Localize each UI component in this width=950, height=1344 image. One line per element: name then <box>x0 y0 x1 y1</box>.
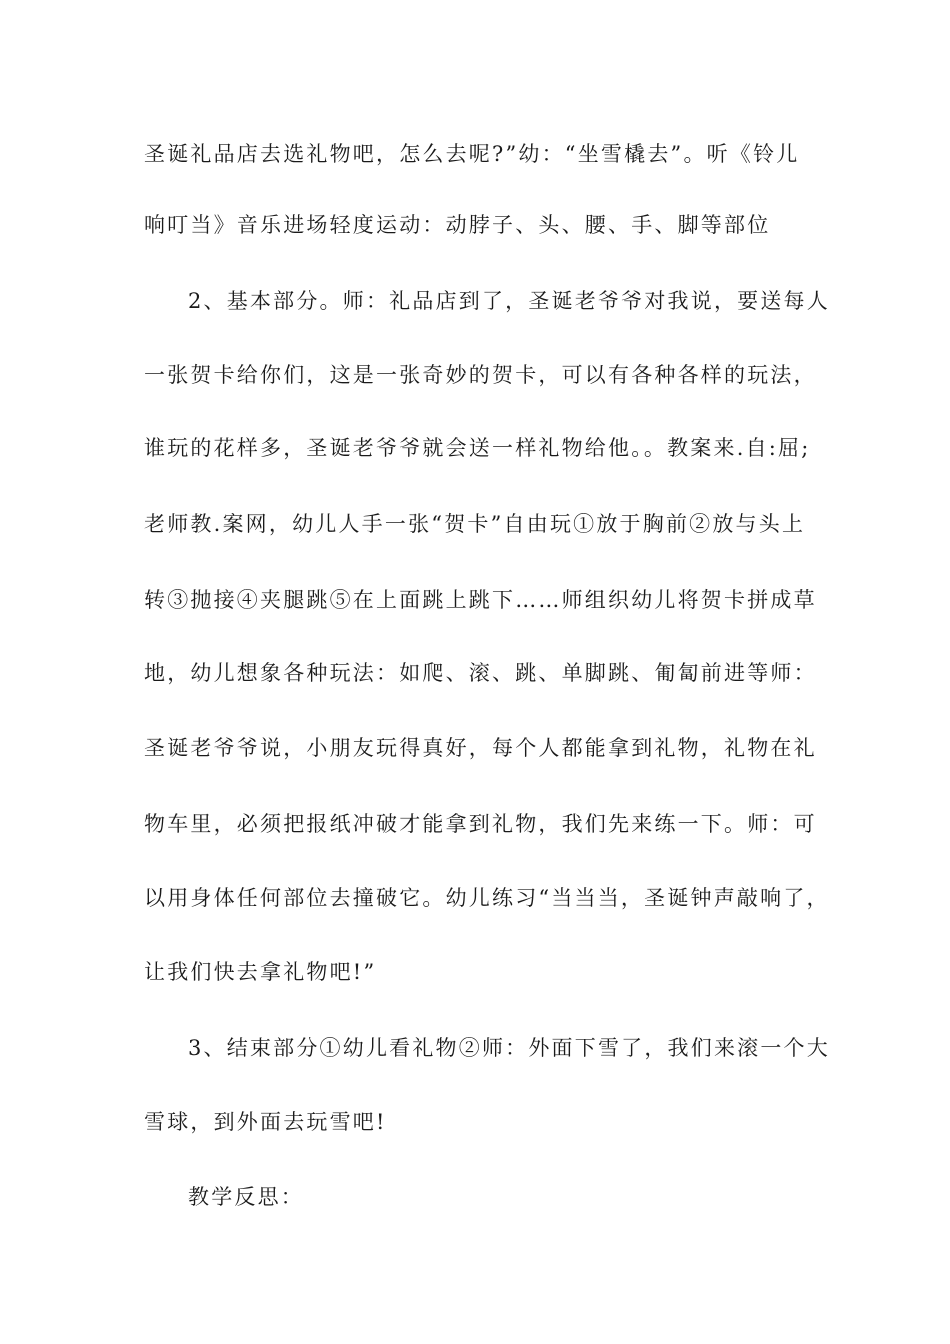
text-line-12: 让我们快去拿礼物吧!” <box>144 960 377 984</box>
text-line-9: 圣诞老爷爷说，小朋友玩得真好，每个人都能拿到礼物，礼物在礼 <box>144 736 817 760</box>
text-line-2: 响叮当》音乐进场轻度运动：动脖子、头、腰、手、脚等部位 <box>144 213 771 237</box>
text-line-4: 一张贺卡给你们，这是一张奇妙的贺卡，可以有各种各样的玩法， <box>144 363 817 387</box>
text-line-10: 物车里，必须把报纸冲破才能拿到礼物，我们先来练一下。师：可 <box>144 812 817 836</box>
text-line-13: 3、结束部分①幼儿看礼物②师：外面下雪了，我们来滚一个大 <box>188 1036 830 1060</box>
text-line-5: 谁玩的花样多，圣诞老爷爷就会送一样礼物给他。。教案来.自:屈; <box>144 436 811 460</box>
text-line-7: 转③抛接④夹腿跳⑤在上面跳上跳下……师组织幼儿将贺卡拼成草 <box>144 588 817 612</box>
text-line-8: 地，幼儿想象各种玩法：如爬、滚、跳、单脚跳、匍匐前进等师： <box>144 661 817 685</box>
text-line-6: 老师教.案网，幼儿人手一张“贺卡”自由玩①放于胸前②放与头上 <box>144 512 806 536</box>
text-line-3: 2、基本部分。师：礼品店到了，圣诞老爷爷对我说，要送每人 <box>188 289 830 313</box>
text-line-14: 雪球，到外面去玩雪吧! <box>144 1110 387 1134</box>
text-line-11: 以用身体任何部位去撞破它。幼儿练习“当当当，圣诞钟声敲响了， <box>144 886 830 910</box>
text-line-1: 圣诞礼品店去选礼物吧，怎么去呢?”幼：“坐雪橇去”。听《铃儿 <box>144 142 800 166</box>
section-heading-reflection: 教学反思： <box>188 1185 304 1209</box>
